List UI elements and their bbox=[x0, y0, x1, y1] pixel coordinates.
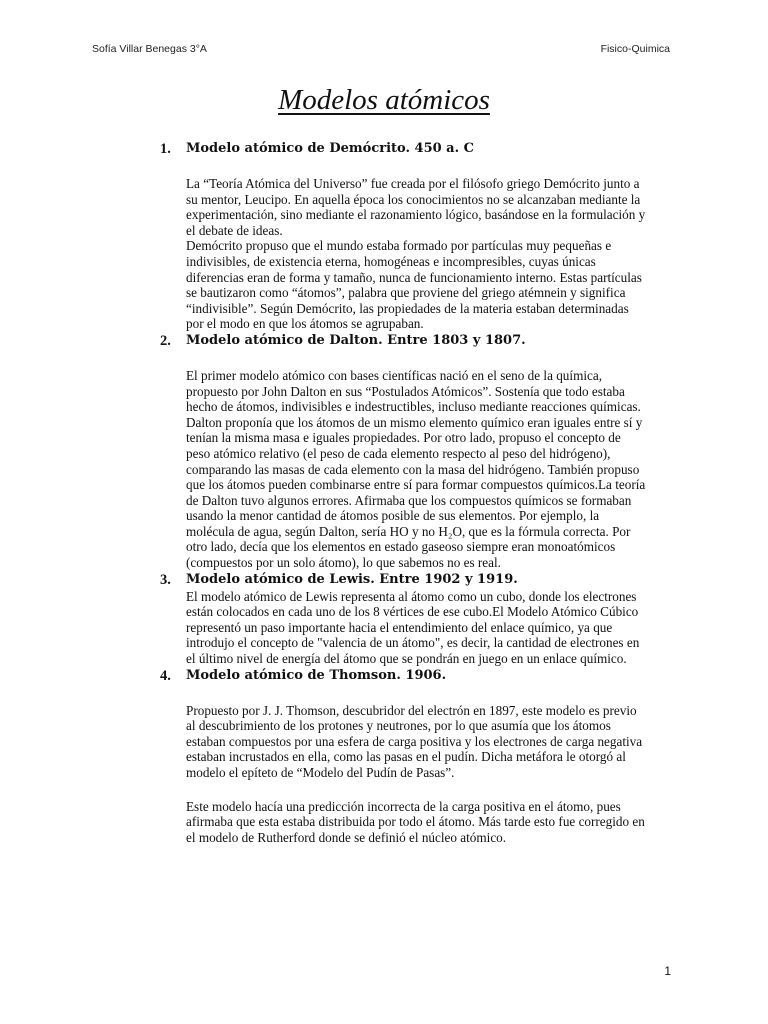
section-number: 1. bbox=[160, 141, 171, 157]
section-heading: Modelo atómico de Dalton. Entre 1803 y 1807. bbox=[186, 332, 526, 348]
section-lewis bbox=[160, 571, 646, 667]
section-number: 2. bbox=[160, 332, 171, 349]
paragraph: La “Teoría Atómica del Universo” fue creada por el filósofo griego Demócrito junto a su mentor, Leucipo. En aquella época los conocimientos no se alcanzaban mediante la experimentación, sino mediante el razonamiento lógico, basándose en la formulación y el debate de ideas. bbox=[186, 176, 646, 238]
section-heading: Modelo atómico de Demócrito. 450 a. C bbox=[186, 141, 475, 156]
section-dalton bbox=[160, 332, 646, 571]
section-heading: Modelo atómico de Lewis. Entre 1902 y 1919. bbox=[186, 571, 518, 587]
subject-label: Fisico-Quimica bbox=[600, 43, 670, 55]
section-heading: Modelo atómico de Thomson. 1906. bbox=[186, 667, 447, 683]
paragraph: El primer modelo atómico con bases científicas nació en el seno de la química, propuesto por John Dalton en sus “Postulados Atómicos”. Sostenía que todo estaba hecho de átomos, indivisibles e indestructibles, incluso mediante reacciones químicas. Dalton proponía que los átomos de un mismo elemento químico eran iguales entre sí y tenían la misma masa e iguales propiedades. Por otro lado, propuso el concepto de peso atómico relativo (el peso de cada elemento respecto al peso del hidrógeno), comparando las masas de cada elemento con la masa del hidrógeno. También propuso que los átomos pueden combinarse entre sí para formar compuestos químicos.La teoría de Dalton tuvo algunos errores. Afirmaba que los compuestos químicos se formaban usando la menor cantidad de átomos posible de sus elementos. Por ejemplo, la molécula de agua, según Dalton, sería HO y no H₂O, que es la fórmula correcta. Por otro lado, decía que los elementos en estado gaseoso siempre eran monoatómicos (compuestos por un solo átomo), lo que sabemos no es real. bbox=[186, 367, 646, 571]
page-number: 1 bbox=[664, 964, 671, 978]
section-thomson bbox=[160, 667, 646, 846]
section-democrito bbox=[160, 140, 646, 332]
section-number: 3. bbox=[160, 571, 171, 588]
author-label: Sofía Villar Benegas 3°A bbox=[92, 43, 207, 55]
document-title: Modelos atómicos bbox=[278, 84, 490, 116]
section-number: 4. bbox=[160, 667, 171, 684]
paragraph: Propuesto por J. J. Thomson, descubridor del electrón en 1897, este modelo es previo al descubrimiento de los protones y neutrones, por lo que asumía que los átomos estaban compuestos por una esfera de carga positiva y los electrones de carga negativa estaban incrustados en ella, como las pasas en el pudín. Dicha metáfora le otorgó al modelo el epíteto de “Modelo del Pudín de Pasas”. bbox=[186, 702, 643, 780]
paragraph: Demócrito propuso que el mundo estaba formado por partículas muy pequeñas e indivisibles, de existencia eterna, homogéneas e incompresibles, cuyas únicas diferencias eran de forma y tamaño, nunca de funcionamiento interno. Estas partículas se bautizaron como “átomos”, palabra que proviene del griego atémnein y significa “indivisible”. Según Demócrito, las propiedades de la materia estaban determinadas por el modo en que los átomos se agrupaban. bbox=[186, 238, 642, 332]
paragraph: Este modelo hacía una predicción incorrecta de la carga positiva en el átomo, pues afirmaba que esta estaba distribuida por todo el átomo. Más tarde esto fue corregido en el modelo de Rutherford donde se definió el núcleo atómico. bbox=[186, 798, 645, 845]
paragraph: El modelo atómico de Lewis representa al átomo como un cubo, donde los electrones están colocados en cada uno de los 8 vértices de ese cubo.El Modelo Atómico Cúbico representó un paso importante hacia el entendimiento del enlace químico, ya que introdujo el concepto de "valencia de un átomo", es decir, la cantidad de electrones en el último nivel de energía del átomo que se pondrán en juego en un enlace químico. bbox=[186, 588, 640, 667]
document-body bbox=[160, 140, 646, 845]
